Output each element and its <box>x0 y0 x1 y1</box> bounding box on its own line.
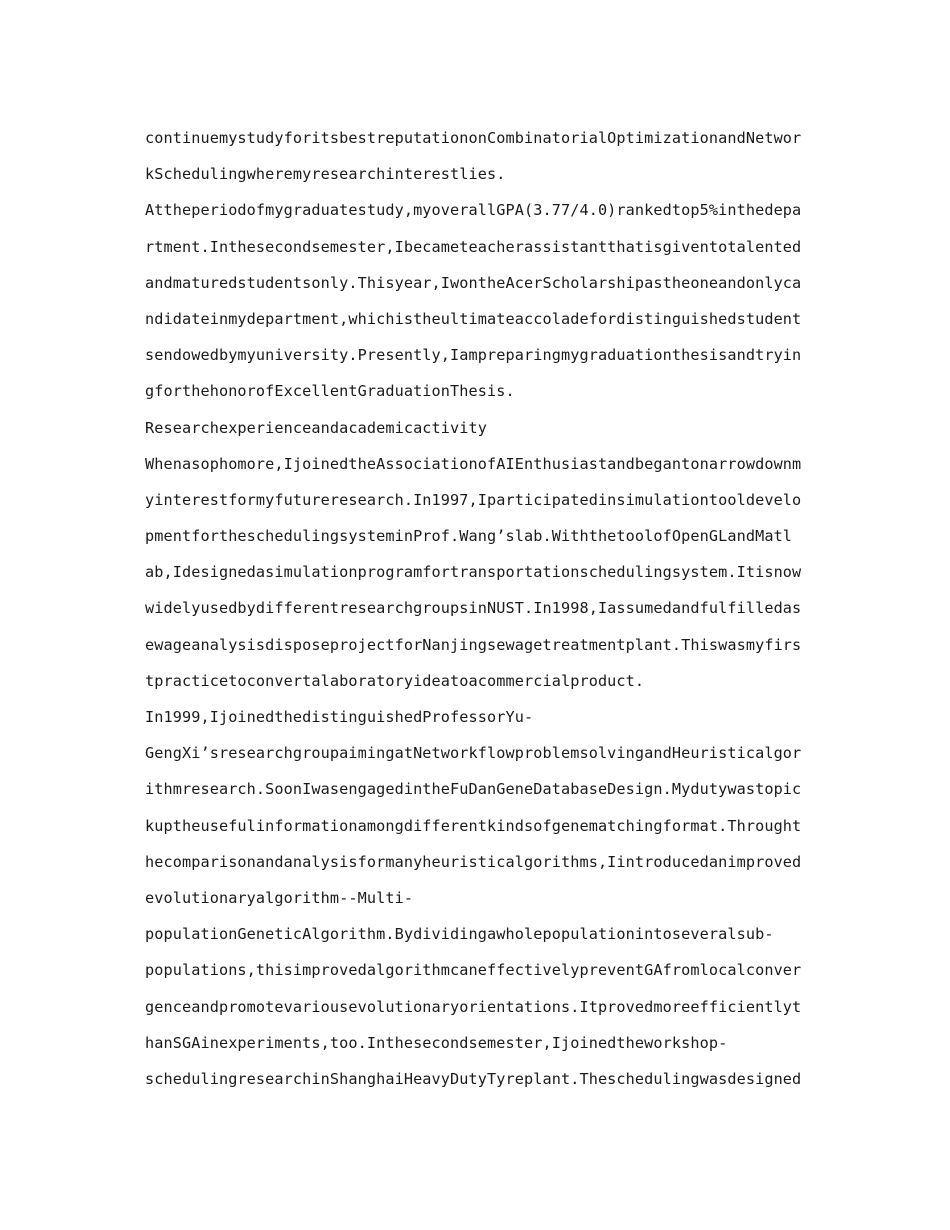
text-line: hanSGAinexperiments,too.Inthesecondsemester,Ijoinedtheworkshop- <box>145 1033 728 1052</box>
text-line: sendowedbymyuniversity.Presently,Iampreparingmygraduationthesisandtryin <box>145 346 802 365</box>
text-line: populations,thisimprovedalgorithmcaneffectivelypreventGAfromlocalconver <box>145 961 802 980</box>
text-line: Whenasophomore,IjoinedtheAssociationofAIEnthusiastandbegantonarrowdownm <box>145 454 802 473</box>
text-line: genceandpromotevariousevolutionaryorientations.Itprovedmoreefficientlyt <box>145 997 802 1016</box>
section-heading: Researchexperienceandacademicactivity <box>145 418 488 437</box>
text-line: kSchedulingwheremyresearchinterestlies. <box>145 165 506 184</box>
text-line: widelyusedbydifferentresearchgroupsinNUST.In1998,Iassumedandfulfilledas <box>145 599 802 618</box>
text-line: ewageanalysisdisposeprojectforNanjingsewagetreatmentplant.Thiswasmyfirs <box>145 635 802 654</box>
text-line: evolutionaryalgorithm--Multi- <box>145 888 414 907</box>
text-line: GengXi’sresearchgroupaimingatNetworkflowproblemsolvingandHeuristicalgor <box>145 744 802 763</box>
text-line: rtment.Inthesecondsemester,Ibecameteacherassistantthatisgiventotalented <box>145 237 802 256</box>
text-line: populationGeneticAlgorithm.Bydividingawholepopulationintoseveralsub- <box>145 925 774 944</box>
text-line: yinterestformyfutureresearch.In1997,Iparticipatedinsimulationtooldevelo <box>145 490 802 509</box>
text-line: continuemystudyforitsbestreputationonCombinatorialOptimizationandNetwor <box>145 129 802 147</box>
text-line: hecomparisonandanalysisformanyheuristicalgorithms,Iintroducedanimproved <box>145 852 802 871</box>
text-line: ndidateinmydepartment,whichistheultimateaccoladefordistinguishedstudent <box>145 309 802 328</box>
text-line: In1999,IjoinedthedistinguishedProfessorYu- <box>145 708 534 726</box>
text-line: gforthehonorofExcellentGraduationThesis. <box>145 382 515 401</box>
text-line: ab,Idesignedasimulationprogramfortransportationschedulingsystem.Itisnow <box>145 563 802 582</box>
text-line: schedulingresearchinShanghaiHeavyDutyTyreplant.Theschedulingwasdesigned <box>145 1069 802 1088</box>
text-line: ithmresearch.SoonIwasengagedintheFuDanGeneDatabaseDesign.Mydutywastopic <box>145 780 802 799</box>
text-line: pmentfortheschedulingsysteminProf.Wang’slab.WiththetoolofOpenGLandMatl <box>145 527 793 546</box>
text-line: Attheperiodofmygraduatestudy,myoverallGPA(3.77/4.0)rankedtop5%inthedepa <box>145 201 802 220</box>
document-body <box>145 120 815 1097</box>
text-line: andmaturedstudentsonly.Thisyear,IwontheAcerScholarshipastheoneandonlyca <box>145 273 802 292</box>
text-line: tpracticetoconvertalaboratoryideatoacommercialproduct. <box>145 671 645 690</box>
text-line: kuptheusefulinformationamongdifferentkindsofgenematchingformat.Throught <box>145 816 802 835</box>
